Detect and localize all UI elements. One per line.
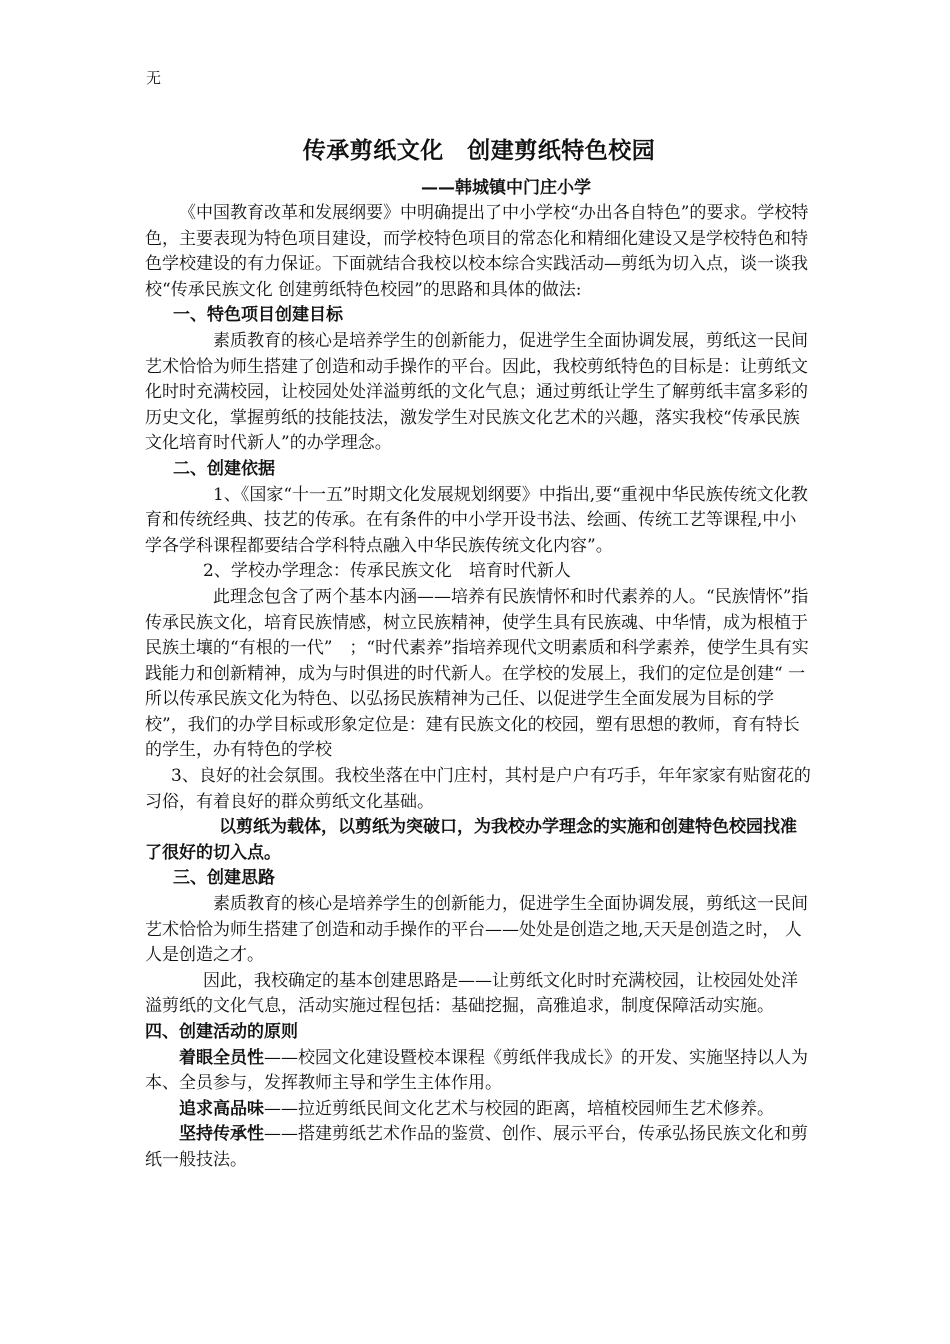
principle-term: 着眼全员性: [179, 1047, 264, 1068]
principle-term: 坚持传承性: [179, 1124, 264, 1145]
intro-paragraph: 《中国教育改革和发展纲要》中明确提出了中小学校“办出各自特色”的要求。学校特色，主要表现为特色项目建设，而学校特色项目的常态化和精细化建设又是学校特色和特色学校建设的有力保证。下面就结合我校以校本综合实践活动—剪纸为切入点，谈一谈我校“传承民族文化 创建剪纸特色校园”的思路和具体的做法:: [145, 203, 809, 300]
section-2-paragraph-2: 2、学校办学理念：传承民族文化 培育时代新人: [203, 561, 571, 582]
principle-item: [145, 1046, 813, 1097]
header-mark: 无: [146, 69, 162, 87]
section-3-paragraph-1: 素质教育的核心是培养学生的创新能力，促进学生全面协调发展，剪纸这一民间艺术恰恰为师生搭建了创造和动手操作的平台——处处是创造之地,天天是创造之时， 人人是创造之才。: [145, 894, 808, 966]
section-2-heading: 二、创建依据: [173, 458, 275, 479]
section-1-heading: 一、特色项目创建目标: [173, 305, 343, 326]
section-1-paragraph: 素质教育的核心是培养学生的创新能力，促进学生全面协调发展，剪纸这一民间艺术恰恰为师生搭建了创造和动手操作的平台。因此，我校剪纸特色的目标是：让剪纸文化时时充满校园，让校园处处洋溢剪纸的文化气息；通过剪纸让学生了解剪纸丰富多彩的历史文化，掌握剪纸的技能技法，激发学生对民族文化艺术的兴趣，落实我校“传承民族文化培育时代新人”的办学理念。: [145, 330, 808, 454]
principle-term: 追求高品味: [179, 1098, 264, 1119]
principle-item: [145, 1122, 813, 1173]
principle-text: ——校园文化建设暨校本课程《剪纸伴我成长》的开发、实施坚持以人为本、全员参与，发挥教师主导和学生主体作用。: [145, 1047, 808, 1094]
principle-text: ——搭建剪纸艺术作品的鉴赏、创作、展示平台，传承弘扬民族文化和剪纸一般技法。: [145, 1124, 808, 1170]
section-2-paragraph-5: 以剪纸为载体，以剪纸为突破口，为我校办学理念的实施和创建特色校园找准了很好的切入点。: [145, 817, 797, 863]
principle-item: [145, 1097, 813, 1123]
section-2-paragraph-4: 3、良好的社会氛围。我校坐落在中门庄村，其村是户户有巧手，年年家家有贴窗花的习俗，有着良好的群众剪纸文化基础。: [145, 766, 811, 812]
document-subtitle: ——韩城镇中门庄小学: [421, 178, 591, 198]
section-2-paragraph-3: 此理念包含了两个基本内涵——培养有民族情怀和时代素养的人。“民族情怀”指传承民族文化，培育民族情感，树立民族精神，使学生具有民族魂、中华情，成为根植于民族土壤的“有根的一代” ；“时代素养”指培养现代文明素质和科学素养，使学生具有实践能力和创新精神，成为与时俱进的时代新人。在学校的发展上，我们的定位是创建“ 一所以传承民族文化为特色、以弘扬民族精神为己任、以促进学生全面发展为目标的学校”，我们的办学目标或形象定位是：建有民族文化的校园，塑有思想的教师，育有特长的学生，办有特色的学校: [145, 586, 809, 761]
section-2-paragraph-1: 1、《国家“十一五”时期文化发展规划纲要》中指出,要“重视中华民族传统文化教育和传统经典、技艺的传承。在有条件的中小学开设书法、绘画、传统工艺等课程,中小学各学科课程都要结合学科特点融入中华民族传统文化内容”。: [145, 484, 808, 556]
section-3-heading: 三、创建思路: [173, 868, 275, 889]
section-3-paragraph-2: 因此，我校确定的基本创建思路是——让剪纸文化时时充满校园，让校园处处洋溢剪纸的文化气息，活动实施过程包括：基础挖掘，高雅追求，制度保障活动实施。: [145, 970, 798, 1017]
principle-text: ——拉近剪纸民间文化艺术与校园的距离，培植校园师生艺术修养。: [264, 1098, 774, 1119]
section-4-heading: 四、创建活动的原则: [145, 1022, 298, 1042]
document-body: [145, 133, 813, 1174]
document-title: 传承剪纸文化 创建剪纸特色校园: [302, 138, 656, 164]
